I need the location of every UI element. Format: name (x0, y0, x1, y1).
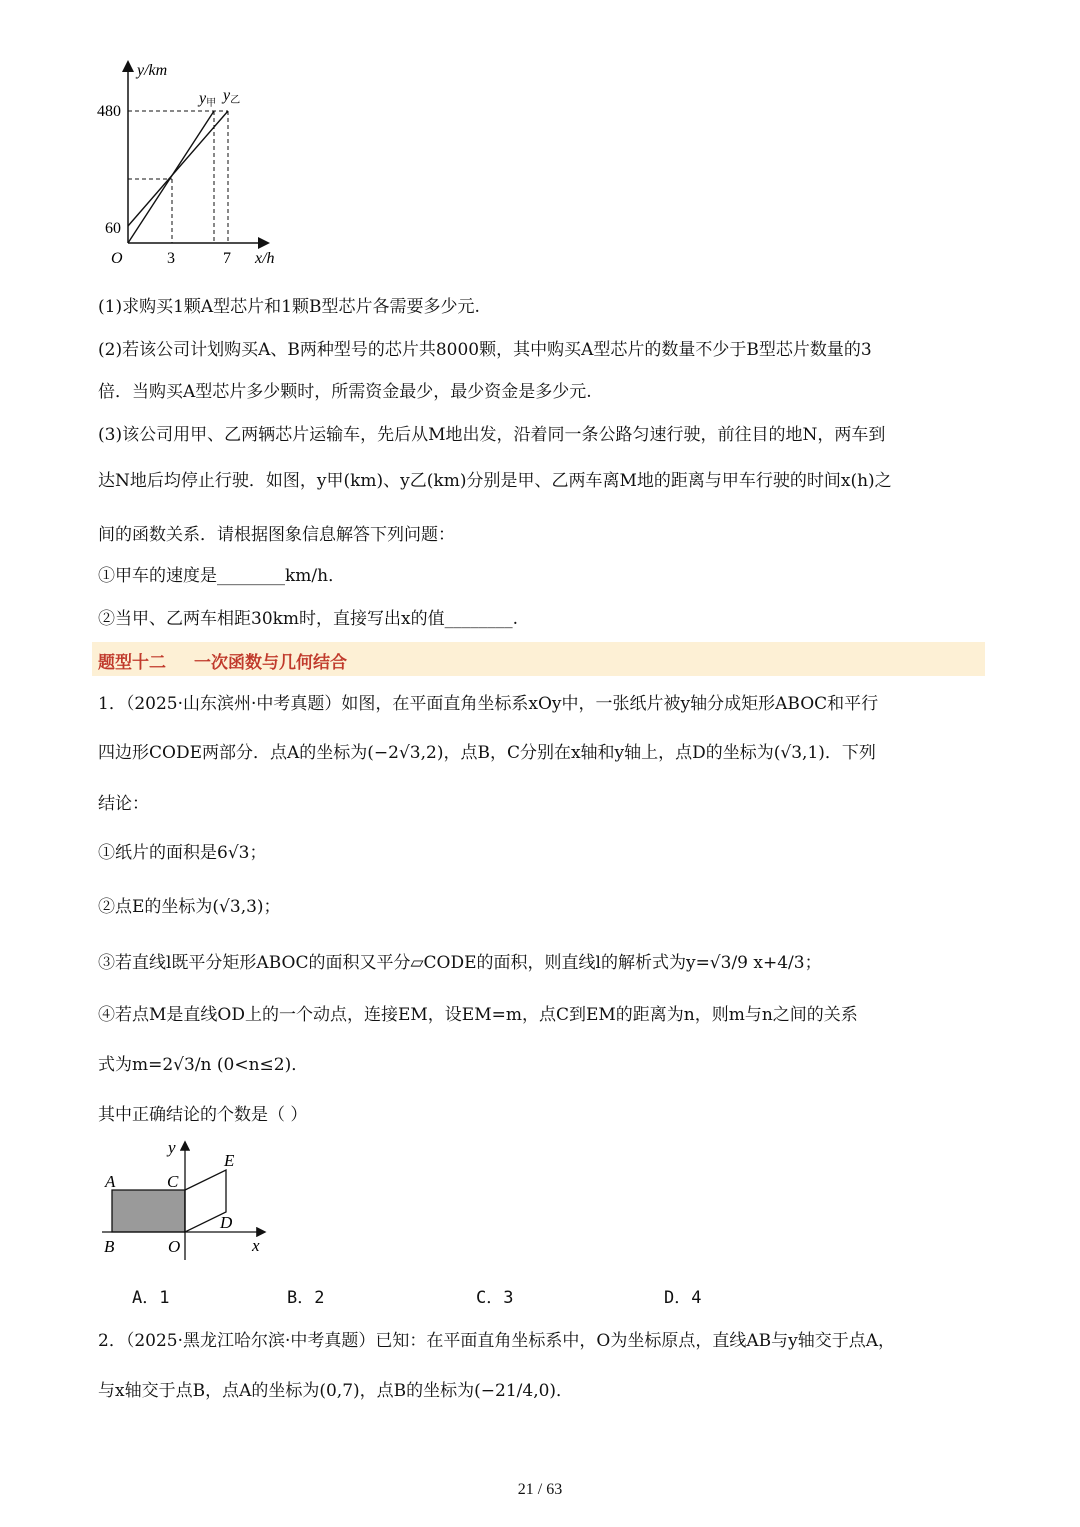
problem-1-line2: 四边形CODE两部分．点A的坐标为(−2√3,2)，点B，C分别在x轴和y轴上，点D的坐标为(√3,1)．下列 (98, 743, 876, 763)
label-x: x (252, 1236, 260, 1255)
y-axis-label: y/km (137, 62, 168, 79)
problem-1-question: 其中正确结论的个数是（ ） (98, 1105, 308, 1125)
label-O: O (168, 1237, 181, 1256)
conclusion-4: ④若点M是直线OD上的一个动点，连接EM，设EM=m，点C到EM的距离为n，则m与n之间的关系 (98, 1005, 858, 1025)
question-3-sub1: ①甲车的速度是________km/h． (98, 566, 346, 586)
question-3-line3: 间的函数关系．请根据图象信息解答下列问题： (98, 525, 455, 545)
page-number: 21 / 63 (517, 1481, 563, 1498)
question-1: (1)求购买1颗A型芯片和1颗B型芯片各需要多少元. (98, 297, 480, 317)
question-3-sub2: ②当甲、乙两车相距30km时，直接写出x的值________. (98, 609, 519, 629)
problem-1-line3: 结论： (98, 794, 149, 814)
option-a[interactable]: A．1 (132, 1288, 170, 1308)
label-D: D (220, 1213, 233, 1232)
distance-time-graph (95, 55, 295, 275)
label-B: B (104, 1237, 115, 1256)
option-b[interactable]: B．2 (287, 1288, 325, 1308)
question-3-line1: (3)该公司用甲、乙两辆芯片运输车，先后从M地出发，沿着同一条公路匀速行驶，前往目的地N，两车到 (98, 425, 886, 445)
conclusion-3: ③若直线l既平分矩形ABOC的面积又平分▱CODE的面积，则直线l的解析式为y=√3/9 x+4/3； (98, 953, 822, 973)
option-d[interactable]: D．4 (664, 1288, 702, 1308)
section-title: 一次函数与几何结合 (194, 653, 347, 673)
series-yi-line (128, 111, 228, 226)
y-tick-60: 60 (105, 220, 121, 237)
label-E: E (224, 1151, 235, 1170)
label-C: C (167, 1172, 179, 1191)
question-3-line2: 达N地后均停止行驶．如图，y甲(km)、y乙(km)分别是甲、乙两车离M地的距离与甲车行驶的时间x(h)之 (98, 471, 892, 491)
y-tick-480: 480 (97, 103, 121, 120)
label-y: y (168, 1138, 176, 1157)
problem-2-line1: 2．（2025·黑龙江哈尔滨·中考真题）已知：在平面直角坐标系中，O为坐标原点，直线AB与y轴交于点A， (98, 1331, 895, 1351)
option-c[interactable]: C．3 (476, 1288, 514, 1308)
question-2-line1: (2)若该公司计划购买A、B两种型号的芯片共8000颗，其中购买A型芯片的数量不少于B型芯片数量的3 (98, 340, 872, 360)
question-2-line2: 倍．当购买A型芯片多少颗时，所需资金最少，最少资金是多少元. (98, 382, 592, 402)
x-axis-label: x/h (255, 250, 275, 267)
conclusion-4-cont: 式为m=2√3/n (0<n≤2)． (98, 1055, 309, 1075)
origin-label: O (111, 250, 123, 267)
conclusion-1: ①纸片的面积是6√3； (98, 843, 267, 863)
problem-2-line2: 与x轴交于点B，点A的坐标为(0,7)，点B的坐标为(−21/4,0)． (98, 1381, 574, 1401)
x-tick-7: 7 (223, 250, 231, 267)
conclusion-2: ②点E的坐标为(√3,3)； (98, 897, 281, 917)
series-yi-label: y乙 (223, 87, 241, 106)
section-header (92, 642, 985, 676)
series-jia-label: y甲 (199, 90, 217, 109)
geometry-figure (96, 1135, 276, 1265)
problem-1-line1: 1．（2025·山东滨州·中考真题）如图，在平面直角坐标系xOy中，一张纸片被y轴分成矩形ABOC和平行 (98, 694, 879, 714)
label-A: A (105, 1172, 116, 1191)
rectangle-ABOC (112, 1190, 185, 1232)
x-tick-3: 3 (167, 250, 175, 267)
section-number: 题型十二 (98, 653, 166, 673)
